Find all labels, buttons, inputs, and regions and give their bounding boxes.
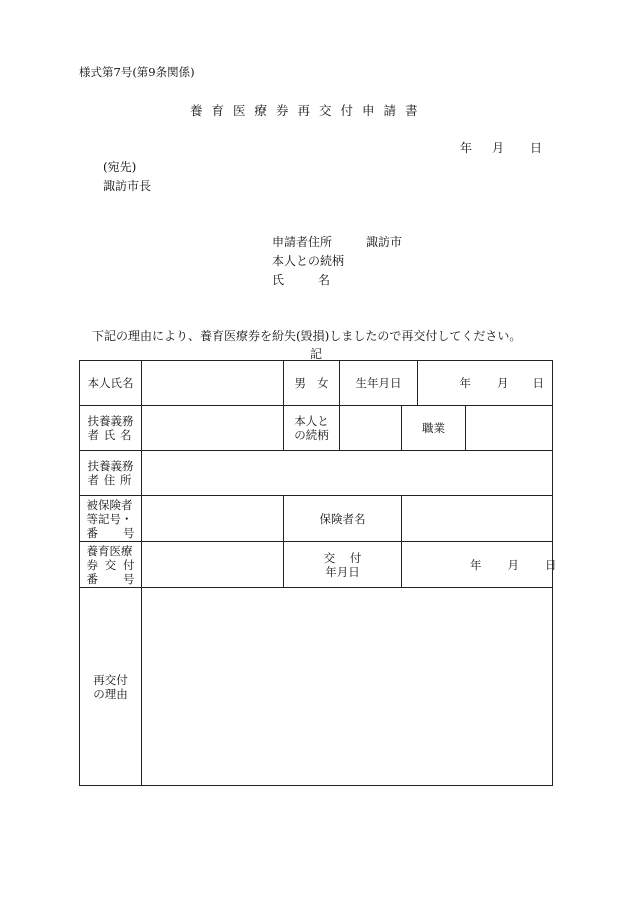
application-form-table (79, 360, 557, 786)
birth-year: 年 (459, 376, 471, 390)
birth-day: 日 (532, 376, 544, 390)
relation-label: 本人と の続柄 (284, 406, 340, 451)
patient-name-label: 本人氏名 (80, 361, 142, 406)
date-day-label: 日 (530, 141, 543, 155)
gender-male[interactable]: 男 (294, 376, 307, 390)
birth-month: 月 (497, 376, 509, 390)
patient-name-field[interactable] (142, 361, 284, 406)
row-insured (80, 496, 553, 542)
birthdate-label: 生年月日 (340, 361, 418, 406)
guardian-address-field[interactable] (142, 451, 553, 496)
row-guardian-name (80, 406, 553, 451)
gender-female[interactable]: 女 (316, 376, 329, 390)
occupation-field[interactable] (466, 406, 553, 451)
ki-marker: 記 (310, 347, 323, 361)
issue-date-field[interactable] (402, 542, 557, 588)
request-statement: 下記の理由により、養育医療券を紛失(毀損)しましたので再交付してください。 (92, 329, 522, 343)
issue-month: 月 (507, 557, 519, 572)
birthdate-field[interactable] (418, 361, 553, 406)
row-certificate (80, 542, 553, 588)
reason-field[interactable] (142, 588, 553, 786)
insured-number-label: 被保険者 等記号・ 番 号 (80, 496, 142, 542)
form-number: 様式第7号(第9条関係) (79, 65, 195, 79)
certificate-number-field[interactable] (142, 542, 284, 588)
row-reason (80, 588, 553, 786)
insurer-name-field[interactable] (402, 496, 553, 542)
gender-cell[interactable] (284, 361, 340, 406)
issue-year: 年 (470, 557, 482, 572)
applicant-address-label: 申請者住所 (272, 235, 333, 249)
guardian-name-label: 扶養義務 者 氏 名 (80, 406, 142, 451)
occupation-label: 職業 (402, 406, 466, 451)
guardian-name-field[interactable] (142, 406, 284, 451)
issue-day: 日 (545, 557, 557, 572)
insurer-name-label: 保険者名 (284, 496, 402, 542)
row-guardian-address (80, 451, 553, 496)
relation-field[interactable] (340, 406, 402, 451)
addressee-label: (宛先) (103, 160, 137, 174)
applicant-name-label-1: 氏 (272, 273, 285, 287)
issue-date-label: 交 付 年月日 (284, 542, 402, 588)
applicant-address-city: 諏訪市 (366, 235, 403, 249)
date-year-label: 年 (460, 141, 473, 155)
row-patient (80, 361, 553, 406)
certificate-number-label: 養育医療 券 交 付 番 号 (80, 542, 142, 588)
recipient-label: 諏訪市長 (103, 179, 152, 193)
reason-label: 再交付 の理由 (80, 588, 142, 786)
insured-number-field[interactable] (142, 496, 284, 542)
date-month-label: 月 (492, 141, 505, 155)
applicant-relationship-label: 本人との続柄 (272, 254, 345, 268)
guardian-address-label: 扶養義務 者 住 所 (80, 451, 142, 496)
document-title: 養育医療券再交付申請書 (190, 103, 427, 118)
applicant-name-label-2: 名 (318, 273, 331, 287)
